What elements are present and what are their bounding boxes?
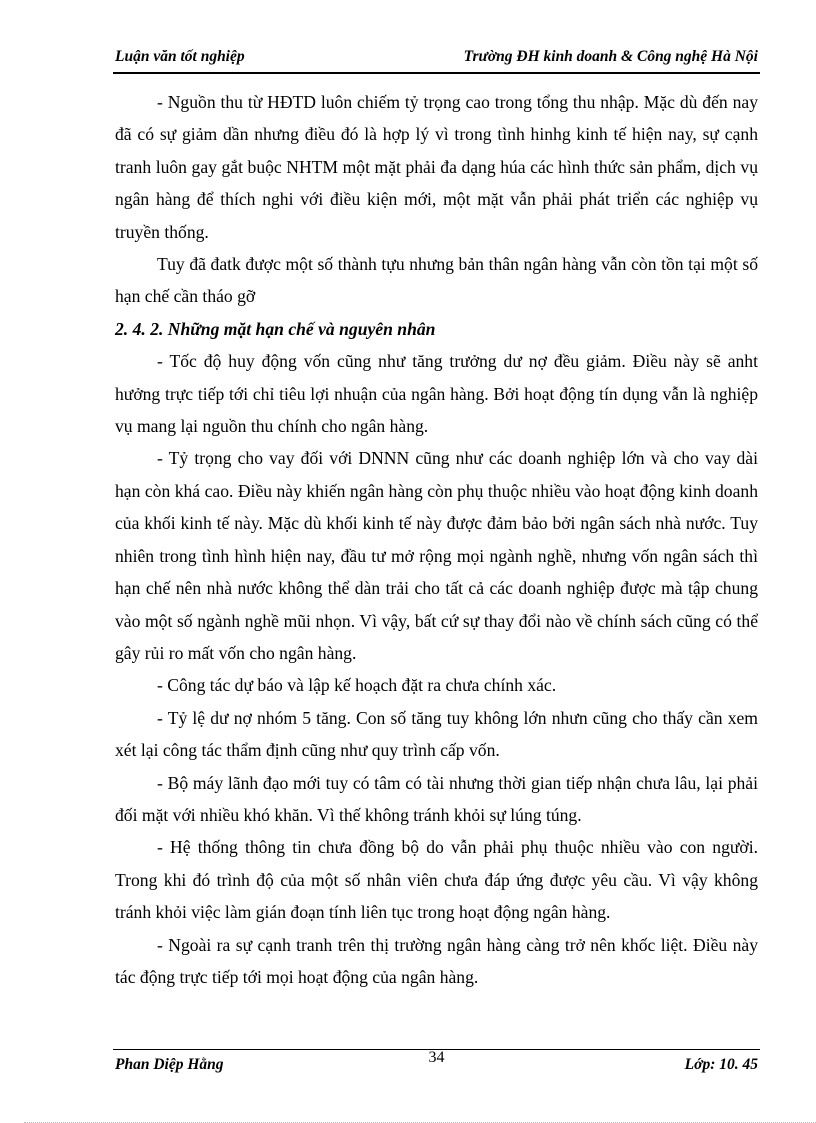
paragraph-income-source: - Nguồn thu từ HĐTD luôn chiếm tỷ trọng cao trong tổng thu nhập. Mặc dù đến nay đã có sự giảm dần nhưng điều đó là hợp lý vì trong tình hinhg kinh tế hiện nay, sự cạnh tranh luôn gay gắt buộc NHTM một mặt phải đa dạng húa các hình thức sản phẩm, dịch vụ ngân hàng để thích nghi với điều kiện mới, một mặt vẫn phải phát triển các nghiệp vụ truyền thống.: [115, 92, 758, 242]
paragraph-competition: - Ngoài ra sự cạnh tranh trên thị trường ngân hàng càng trở nên khốc liệt. Điều này tác động trực tiếp tới mọi hoạt động của ngân hàng.: [115, 934, 758, 987]
header-document-type: Luận văn tốt nghiệp: [115, 48, 245, 65]
page-number: 34: [428, 1049, 445, 1066]
page-body: [115, 86, 758, 993]
footer-author: Phan Diệp Hằng: [115, 1056, 224, 1073]
paragraph-forecasting: - Công tác dự báo và lập kế hoạch đặt ra chưa chính xác.: [157, 675, 557, 696]
page-footer: [113, 1049, 760, 1080]
paragraph-bad-debt: - Tỷ lệ dư nợ nhóm 5 tăng. Con số tăng tuy không lớn nhưn cũng cho thấy cần xem xét lại công tác thẩm định cũng như quy trình cấp vốn.: [115, 707, 758, 761]
section-heading: 2. 4. 2. Những mặt hạn chế và nguyên nhân: [115, 318, 436, 339]
paragraph-loan-proportion: - Tỷ trọng cho vay đối với DNNN cũng như các doanh nghiệp lớn và cho vay dài hạn còn khá cao. Điều này khiến ngân hàng còn phụ thuộc nhiều vào hoạt động kinh doanh của khối kinh tế này. Mặc dù khối kinh tế này được đảm bảo bởi ngân sách nhà nước. Tuy nhiên trong tình hình hiện nay, đầu tư mở rộng mọi ngành nghề, nhưng vốn ngân sách thì hạn chế nên nhà nước không thể dàn trải cho tất cả các doanh nghiệp được mà tập chung vào một số ngành nghề mũi nhọn. Vì vậy, bất cứ sự thay đổi nào về chính sách cũng có thể gây rủi ro mất vốn cho ngân hàng.: [115, 448, 758, 663]
page-header: [113, 46, 760, 74]
footer-class: Lớp: 10. 45: [684, 1056, 758, 1073]
paragraph-leadership: - Bộ máy lãnh đạo mới tuy có tâm có tài nhưng thời gian tiếp nhận chưa lâu, lại phải đối mặt với nhiều khó khăn. Vì thế không tránh khỏi sự lúng túng.: [115, 772, 758, 825]
paragraph-achievements: Tuy đã đatk được một số thành tựu nhưng bản thân ngân hàng vẫn còn tồn tại một số hạn chế cần tháo gỡ: [115, 254, 758, 307]
paragraph-capital-mobilization: - Tốc độ huy động vốn cũng như tăng trưởng dư nợ đều giảm. Điều này sẽ anht hưởng trực tiếp tới chỉ tiêu lợi nhuận của ngân hàng. Bởi hoạt động tín dụng vẫn là nghiệp vụ mang lại nguồn thu chính cho ngân hàng.: [115, 351, 758, 437]
header-university: Trường ĐH kinh doanh & Công nghệ Hà Nội: [463, 48, 758, 65]
paragraph-information-system: - Hệ thống thông tin chưa đồng bộ do vẫn phải phụ thuộc nhiều vào con người. Trong khi đó trình độ của một số nhân viên chưa đáp ứng được yêu cầu. Vì vậy không tránh khỏi việc làm gián đoạn tính liên tục trong hoạt động ngân hàng.: [115, 837, 758, 923]
